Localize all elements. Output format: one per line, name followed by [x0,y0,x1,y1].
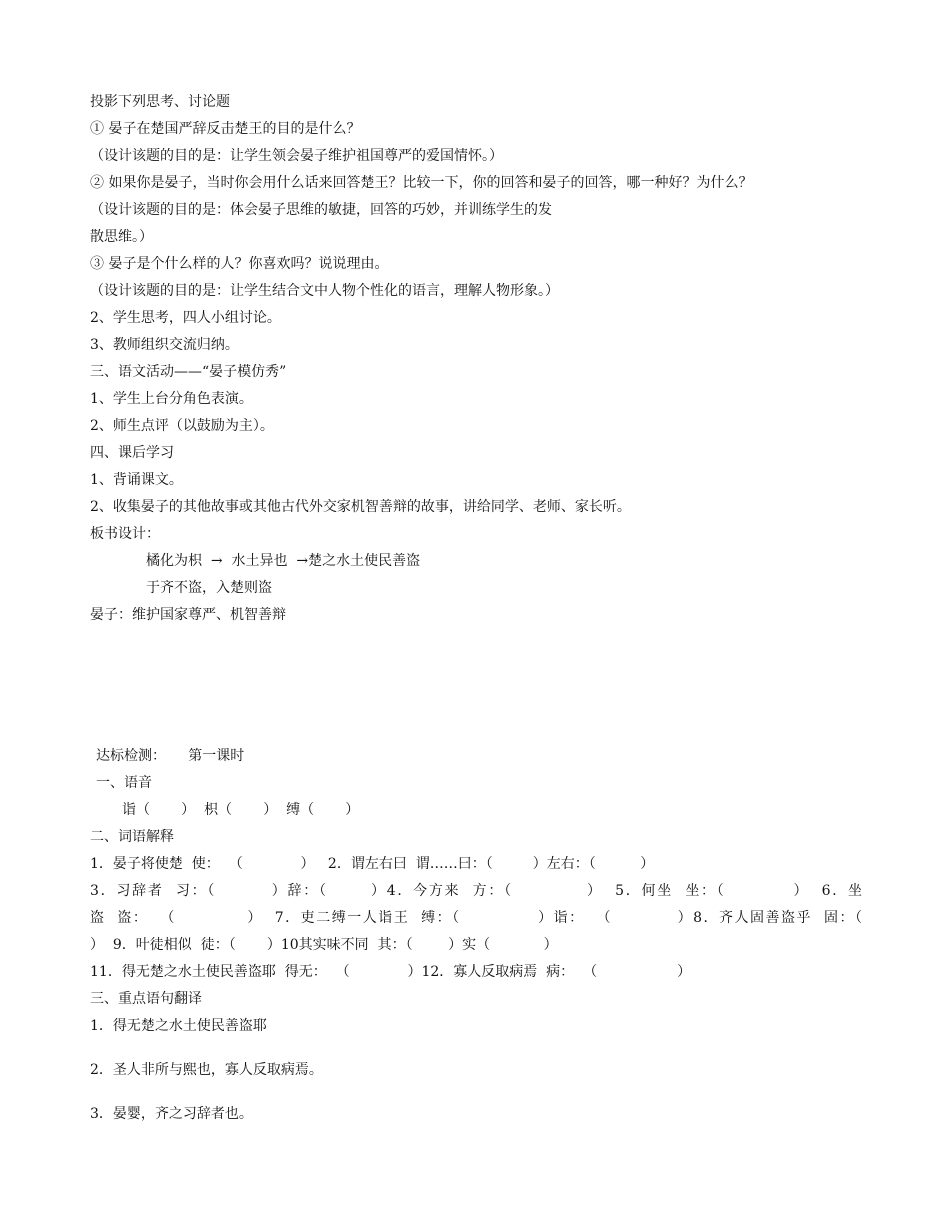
test-heading: 达标检测： 第一课时 [96,748,245,764]
step-2: 2、学生思考，四人小组讨论。 [90,310,281,326]
discussion-heading: 投影下列思考、讨论题 [90,94,230,110]
activity-item-2: 2、师生点评（以鼓励为主）。 [90,418,274,434]
test-part-1: 一、语音 [96,775,152,791]
homework-item-1: 1、背诵课文。 [90,472,183,488]
question-2-note: （设计该题的目的是：体会晏子思维的敏捷，回答的巧妙，并训练学生的发 [90,202,552,218]
question-2: ② 如果你是晏子，当时你会用什么话来回答楚王？比较一下，你的回答和晏子的回答，哪一种好？为什么？ [90,175,753,191]
homework-heading: 四、课后学习 [90,445,174,461]
board-row-2: 于齐不盗，入楚则盗 [146,580,272,596]
homework-item-2: 2、收集晏子的其他故事或其他古代外交家机智善辩的故事，讲给同学、老师、家长听。 [90,499,631,515]
vocab-line-1: 1．晏子将使楚 使： （ ） 2．谓左右曰 谓……曰：（ ）左右：（ ） [90,856,655,872]
activity-heading: 三、语文活动——“晏子模仿秀” [90,364,287,380]
question-1: ① 晏子在楚国严辞反击楚王的目的是什么？ [90,121,361,137]
test-part-3: 三、重点语句翻译 [90,991,202,1007]
question-2-note-cont: 散思维。） [90,229,153,245]
question-3: ③ 晏子是个什么样的人？你喜欢吗？说说理由。 [90,256,389,272]
vocab-line-4: ） 9．叶徒相似 徒：（ ）10其实味不同 其：（ ）实（ ） [90,937,558,953]
translation-1: 1．得无楚之水土使民善盗耶 [90,1018,267,1034]
step-3: 3、教师组织交流归纳。 [90,337,239,353]
board-heading: 板书设计： [90,526,160,542]
test-part-2: 二、词语解释 [90,829,174,845]
vocab-line-2: 3．习辞者 习：（ ）辞：（ ）4．今方来 方：（ ） 5．何坐 坐：（ ） 6．坐 [90,883,862,899]
board-row-3: 晏子：维护国家尊严、机智善辩 [90,607,286,623]
test-part-1-items: 诣（ ） 枳（ ） 缚（ ） [122,802,360,818]
question-3-note: （设计该题的目的是：让学生结合文中人物个性化的语言，理解人物形象。） [90,283,559,299]
question-1-note: （设计该题的目的是：让学生领会晏子维护祖国尊严的爱国情怀。） [90,148,503,164]
translation-3: 3．晏婴，齐之习辞者也。 [90,1106,253,1122]
activity-item-1: 1、学生上台分角色表演。 [90,391,253,407]
board-row-1: 橘化为枳 → 水土异也 →楚之水土使民善盗 [146,553,421,569]
vocab-line-5: 11．得无楚之水土使民善盗耶 得无： （ ）12．寡人反取病焉 病： （ ） [90,964,692,980]
vocab-line-3: 盗 盗： （ ） 7．吏二缚一人诣王 缚：（ ）诣： （ ）8．齐人固善盗乎 固：（ [90,910,862,926]
translation-2: 2．圣人非所与熙也，寡人反取病焉。 [90,1062,323,1078]
